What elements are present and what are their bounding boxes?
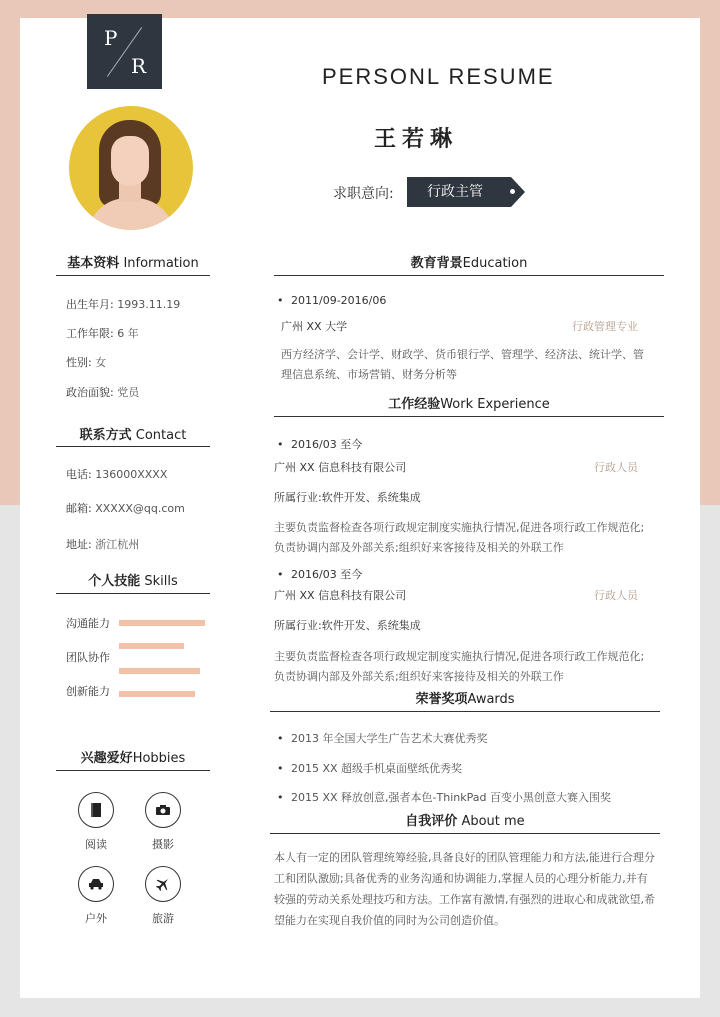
airplane-icon xyxy=(145,866,181,902)
info-key: 出生年月: xyxy=(66,298,114,311)
about-heading xyxy=(270,810,660,829)
hobby-outdoor xyxy=(78,866,114,925)
about-text: 本人有一定的团队管理统筹经验,具备良好的团队管理能力和方法,能进行合理分工和团队激励;具备优秀的业务沟通和协调能力,掌握人员的心理分析能力,并有较强的劳动关系处理技巧和方法。工作富有激情,有强烈的进取心和成就欲望,希望能力在实现自我价值的同时为公司创造价值。 xyxy=(274,851,655,927)
awards-heading xyxy=(270,688,660,707)
job-period: • 2016/03 至今 xyxy=(277,436,362,452)
hobbies-heading-en: Hobbies xyxy=(132,751,186,766)
job-desc-line1: 主要负责监督检查各项行政规定制度实施执行情况,促进各项行政工作规范化; xyxy=(274,521,645,534)
work-heading-cn: 工作经验 xyxy=(388,397,441,412)
skill-label: 创新能力 xyxy=(66,685,110,698)
info-key: 性别: xyxy=(66,356,92,369)
skill-label: 沟通能力 xyxy=(66,617,110,630)
job-period: • 2016/03 至今 xyxy=(277,566,362,582)
education-heading-cn: 教育背景 xyxy=(410,256,463,271)
camera-icon xyxy=(145,792,181,828)
job-industry: 所属行业:软件开发、系统集成 xyxy=(274,619,421,632)
hobby-reading xyxy=(78,792,114,851)
hobby-label: 旅游 xyxy=(152,912,174,925)
hobby-label: 户外 xyxy=(85,912,107,925)
info-key: 工作年限: xyxy=(66,327,114,340)
job-role: 行政人员 xyxy=(594,589,638,602)
job-desc-line1: 主要负责监督检查各项行政规定制度实施执行情况,促进各项行政工作规范化; xyxy=(274,650,645,663)
info-value: 党员 xyxy=(117,386,140,399)
education-divider xyxy=(274,275,664,276)
work-heading xyxy=(274,393,664,412)
skills-heading xyxy=(56,570,210,589)
hobby-photography xyxy=(145,792,181,851)
pr-logo xyxy=(87,14,162,89)
contact-key: 电话: xyxy=(66,468,92,481)
badge-dot xyxy=(510,189,515,194)
skills-heading-en: Skills xyxy=(144,574,178,589)
skill-bar xyxy=(119,668,200,674)
job-desc-line2: 负责协调内部及外部关系;组织好来客接待及相关的外联工作 xyxy=(274,670,564,683)
award-item: • 2013 年全国大学生广告艺术大赛优秀奖 xyxy=(277,730,488,746)
logo-letter-p: P xyxy=(104,26,118,50)
book-icon xyxy=(78,792,114,828)
hobbies-divider xyxy=(56,770,210,771)
logo-letter-r: R xyxy=(131,54,147,78)
contact-key: 邮箱: xyxy=(66,502,92,515)
about-heading-en: About me xyxy=(461,814,525,829)
job-desc-line2: 负责协调内部及外部关系;组织好来客接待及相关的外联工作 xyxy=(274,541,564,554)
info-row-birth xyxy=(66,296,180,312)
hobby-label: 摄影 xyxy=(152,838,174,851)
hobby-travel xyxy=(145,866,181,925)
hobbies-heading xyxy=(56,747,210,766)
education-period: • 2011/09-2016/06 xyxy=(277,294,386,307)
education-school: 广州 XX 大学 xyxy=(281,320,348,333)
job-intent-badge xyxy=(407,177,511,207)
info-row-politics xyxy=(66,384,139,400)
about-divider xyxy=(270,833,660,834)
skill-bar xyxy=(119,691,195,697)
resume-title: PERSONL RESUME xyxy=(322,64,555,89)
contact-heading-cn: 联系方式 xyxy=(79,428,132,443)
contact-value: 浙江杭州 xyxy=(95,538,140,551)
contact-value: XXXXX@qq.com xyxy=(95,502,185,515)
about-heading-cn: 自我评价 xyxy=(405,814,458,829)
person-name: 王若琳 xyxy=(374,127,459,152)
job-company: 广州 XX 信息科技有限公司 xyxy=(274,589,407,602)
skill-label: 团队协作 xyxy=(66,651,110,664)
car-icon xyxy=(78,866,114,902)
info-value: 6 年 xyxy=(117,327,139,340)
awards-heading-cn: 荣誉奖项 xyxy=(415,692,468,707)
job-intent-label: 求职意向: xyxy=(333,186,394,202)
basic-heading-cn: 基本资料 xyxy=(67,256,120,271)
education-courses: 西方经济学、会计学、财政学、货币银行学、管理学、经济法、统计学、管理信息系统、市场营销、财务分析等 xyxy=(281,348,644,381)
contact-key: 地址: xyxy=(66,538,92,551)
contact-heading xyxy=(56,424,210,443)
award-item: • 2015 XX 超级手机桌面壁纸优秀奖 xyxy=(277,760,462,776)
contact-row-phone xyxy=(66,466,167,482)
info-row-gender xyxy=(66,354,106,370)
info-key: 政治面貌: xyxy=(66,386,114,399)
skill-bar xyxy=(119,643,184,649)
photo-shoulders xyxy=(87,198,175,230)
skill-bar xyxy=(119,620,205,626)
contact-row-email xyxy=(66,500,185,516)
job-industry: 所属行业:软件开发、系统集成 xyxy=(274,491,421,504)
awards-heading-en: Awards xyxy=(467,692,515,707)
hobby-label: 阅读 xyxy=(85,838,107,851)
info-value: 女 xyxy=(95,356,107,369)
work-heading-en: Work Experience xyxy=(440,397,550,412)
work-divider xyxy=(274,416,664,417)
contact-value: 136000XXXX xyxy=(95,468,168,481)
awards-divider xyxy=(270,711,660,712)
skills-divider xyxy=(56,593,210,594)
job-intent-value: 行政主管 xyxy=(427,184,483,200)
basic-info-heading xyxy=(56,252,210,271)
education-heading-en: Education xyxy=(462,256,528,271)
contact-divider xyxy=(56,446,210,447)
basic-heading-en: Information xyxy=(123,256,199,271)
job-role: 行政人员 xyxy=(594,461,638,474)
photo-face xyxy=(111,136,149,186)
education-major: 行政管理专业 xyxy=(572,320,638,333)
skills-heading-cn: 个人技能 xyxy=(88,574,141,589)
contact-row-address xyxy=(66,536,139,552)
job-company: 广州 XX 信息科技有限公司 xyxy=(274,461,407,474)
award-item: • 2015 XX 释放创意,强者本色-ThinkPad 百变小黑创意大赛入围奖 xyxy=(277,789,611,805)
education-heading xyxy=(274,252,664,271)
basic-info-divider xyxy=(56,275,210,276)
contact-heading-en: Contact xyxy=(135,428,187,443)
profile-photo xyxy=(69,106,193,230)
info-row-years xyxy=(66,325,139,341)
info-value: 1993.11.19 xyxy=(117,298,181,311)
hobbies-heading-cn: 兴趣爱好 xyxy=(80,751,133,766)
